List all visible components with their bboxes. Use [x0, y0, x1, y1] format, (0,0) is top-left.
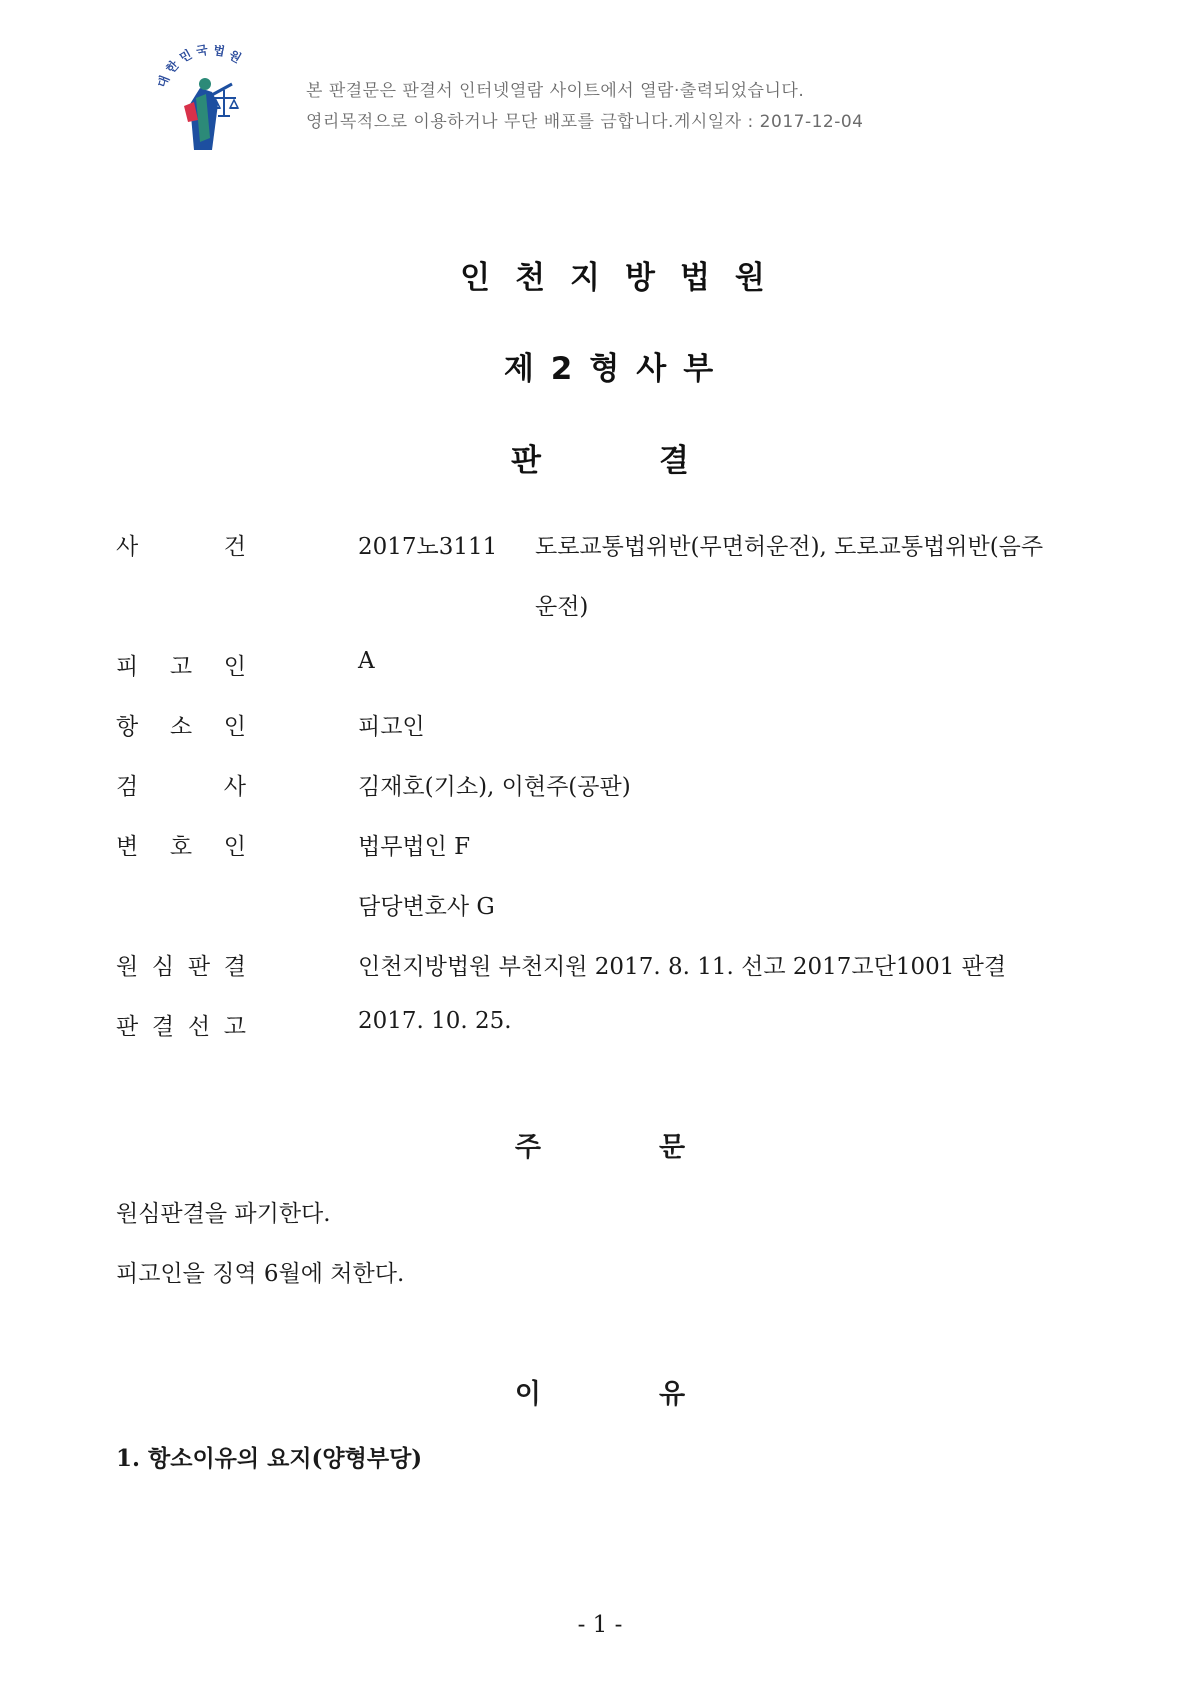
verdict-date-label	[116, 1008, 246, 1041]
label-char: 건	[223, 534, 246, 560]
counsel-label	[116, 828, 246, 861]
label-char: 선	[187, 1014, 211, 1040]
doc-type-char-2: 결	[659, 443, 689, 479]
label-char: 사	[223, 774, 246, 800]
order-line-1: 원심판결을 파기한다.	[116, 1201, 331, 1227]
verdict-date-row	[0, 1008, 1200, 1048]
prosecutor-value: 김재호(기소), 이현주(공판)	[358, 774, 631, 800]
defendant-label	[116, 648, 246, 681]
case-description-line-2: 운전)	[535, 594, 589, 620]
label-char: 원	[116, 954, 139, 980]
order-heading-char-2: 문	[659, 1132, 686, 1163]
label-char: 인	[223, 714, 246, 740]
label-char: 인	[223, 834, 246, 860]
appellant-value: 피고인	[358, 714, 425, 740]
court-name: 인천지방법원	[460, 260, 790, 296]
order-line-2: 피고인을 징역 6월에 처한다.	[116, 1261, 405, 1287]
lower-judgment-label	[116, 948, 246, 981]
counsel-attorney: 담당변호사 G	[358, 894, 495, 920]
order-heading-char-1: 주	[514, 1132, 541, 1163]
reasons-subheading-1: 1. 항소이유의 요지(양형부당)	[116, 1445, 423, 1472]
label-char: 사	[116, 534, 139, 560]
verdict-date-value: 2017. 10. 25.	[358, 1008, 512, 1034]
reasons-heading-char-1: 이	[514, 1379, 541, 1410]
access-notice	[306, 76, 863, 138]
notice-line-2: 영리목적으로 이용하거나 무단 배포를 금합니다.게시일자 : 2017-12-04	[306, 112, 864, 132]
label-char: 판	[187, 954, 211, 980]
court-emblem-logo	[150, 38, 270, 158]
appellant-label	[116, 708, 246, 741]
order-heading	[0, 1125, 1200, 1164]
label-char: 호	[169, 834, 193, 860]
defendant-value: A	[358, 648, 375, 674]
notice-line-1: 본 판결문은 판결서 인터넷열람 사이트에서 열람·출력되었습니다.	[306, 81, 805, 101]
label-char: 피	[116, 654, 139, 680]
doc-type-char-1: 판	[511, 443, 541, 479]
case-label	[116, 528, 246, 561]
supreme-court-justice-emblem-icon	[150, 38, 270, 158]
label-char: 결	[223, 954, 246, 980]
label-char: 변	[116, 834, 139, 860]
appellant-row	[0, 708, 1200, 748]
label-char: 인	[223, 654, 246, 680]
prosecutor-label	[116, 768, 246, 801]
svg-text:대 한 민 국 법 원: 대 한 민 국 법 원	[154, 42, 244, 90]
page-number: - 1 -	[577, 1612, 623, 1638]
counsel-firm: 법무법인 F	[358, 834, 471, 860]
lower-judgment-row	[0, 948, 1200, 988]
label-char: 검	[116, 774, 139, 800]
counsel-attorney-row	[0, 888, 1200, 928]
label-char: 소	[169, 714, 193, 740]
case-row-continued	[0, 588, 1200, 628]
prosecutor-row	[0, 768, 1200, 808]
lower-judgment-value: 인천지방법원 부천지원 2017. 8. 11. 선고 2017고단1001 판결	[358, 954, 1007, 980]
case-description-line-1: 도로교통법위반(무면허운전), 도로교통법위반(음주	[535, 534, 1044, 560]
reasons-heading	[0, 1372, 1200, 1411]
reasons-heading-char-2: 유	[659, 1379, 686, 1410]
defendant-row	[0, 648, 1200, 688]
label-char: 판	[116, 1014, 139, 1040]
label-char: 항	[116, 714, 139, 740]
counsel-row	[0, 828, 1200, 868]
document-type-title	[0, 435, 1200, 480]
label-char: 결	[151, 1014, 175, 1040]
label-char: 심	[151, 954, 175, 980]
division-name: 제2형사부	[503, 351, 731, 387]
label-char: 고	[169, 654, 193, 680]
case-number: 2017노3111	[358, 534, 498, 560]
label-char: 고	[223, 1014, 246, 1040]
case-row	[0, 528, 1200, 568]
